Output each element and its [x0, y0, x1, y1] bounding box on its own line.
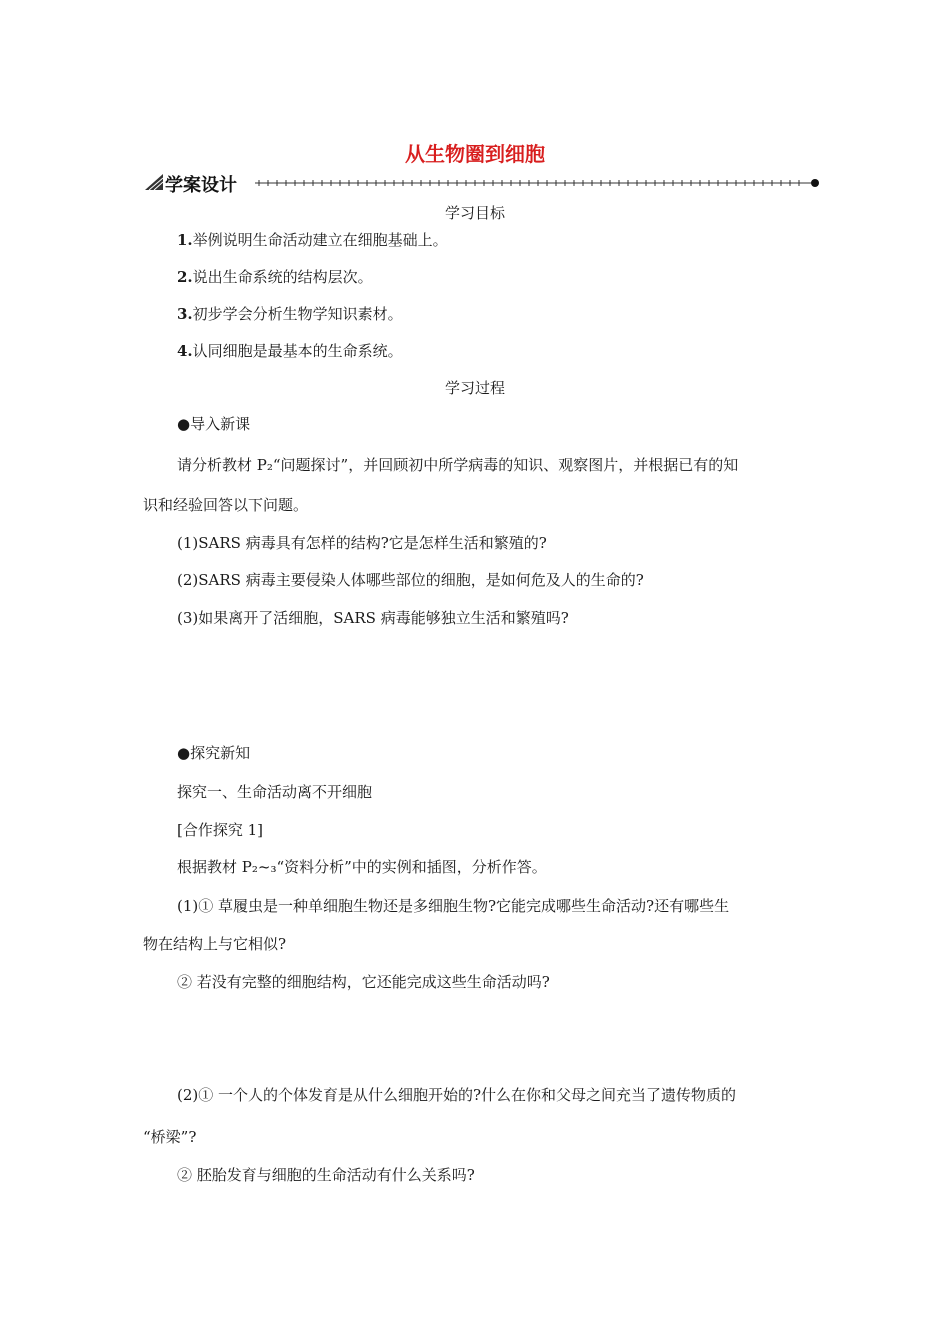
intro-paragraph-line2: 识和经验回答以下问题。: [143, 496, 309, 514]
explore-instruction: 根据教材 P₂~₃“资料分析”中的实例和插图，分析作答。: [177, 858, 547, 876]
coop-explore-label: [合作探究 1]: [177, 821, 264, 839]
section-1-title: 探究一、生命活动离不开细胞: [177, 783, 373, 801]
explore-question-1-sub2: ② 若没有完整的细胞结构，它还能完成这些生命活动吗?: [177, 973, 550, 991]
intro-question-3: (3)如果离开了活细胞，SARS 病毒能够独立生活和繁殖吗?: [177, 609, 569, 627]
explore-heading: ●探究新知: [177, 744, 251, 762]
document-title: 从生物圈到细胞: [405, 142, 545, 166]
banner-dotted-line: [255, 170, 821, 196]
explore-question-1-line2: 物在结构上与它相似?: [143, 935, 287, 953]
intro-question-1: (1)SARS 病毒具有怎样的结构?它是怎样生活和繁殖的?: [177, 534, 547, 552]
intro-paragraph-line1: 请分析教材 P₂“问题探讨”，并回顾初中所学病毒的知识、观察图片，并根据已有的知: [177, 456, 739, 474]
explore-question-1-line1: (1)① 草履虫是一种单细胞生物还是多细胞生物?它能完成哪些生命活动?还有哪些生: [177, 897, 730, 915]
explore-question-2-sub2: ② 胚胎发育与细胞的生命活动有什么关系吗?: [177, 1166, 475, 1184]
goal-item-3: 3.初步学会分析生物学知识素材。: [177, 305, 403, 323]
intro-heading: ●导入新课: [177, 415, 251, 433]
goal-item-4: 4.认同细胞是最基本的生命系统。: [177, 342, 403, 360]
goals-heading: 学习目标: [444, 204, 505, 222]
explore-question-2-line2: “桥梁”?: [143, 1128, 197, 1146]
section-banner: [143, 170, 823, 196]
goal-item-1: 1.举例说明生命活动建立在细胞基础上。: [177, 231, 448, 249]
explore-question-2-line1: (2)① 一个人的个体发育是从什么细胞开始的?什么在你和父母之间充当了遗传物质的: [177, 1086, 737, 1104]
intro-question-2: (2)SARS 病毒主要侵染人体哪些部位的细胞，是如何危及人的生命的?: [177, 571, 644, 589]
banner-triangle-icon: [143, 170, 165, 196]
goal-item-2: 2.说出生命系统的结构层次。: [177, 268, 373, 286]
process-heading: 学习过程: [444, 379, 505, 397]
banner-label: 学案设计: [165, 175, 237, 196]
